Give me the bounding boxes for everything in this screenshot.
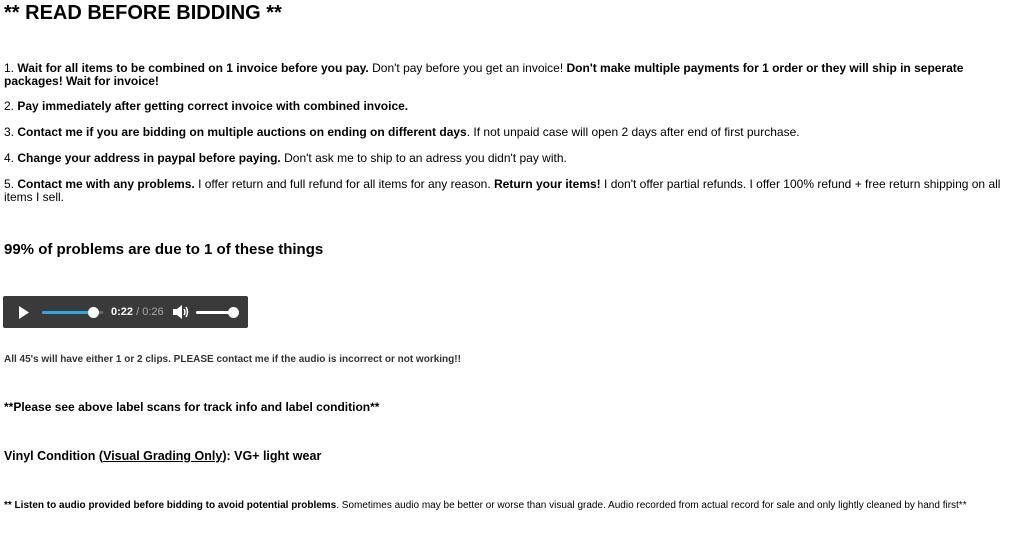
list-item (4, 62, 1014, 87)
vinyl-suffix: ): VG+ light wear (222, 449, 322, 463)
item-bold-text-2: Return your items! (494, 177, 601, 191)
seek-slider[interactable] (42, 311, 103, 314)
item-bold-text-2: Don't make multiple payments for 1 order or they will ship in seperate packages! Wait for invoice! (4, 61, 964, 88)
item-number: 3. (4, 125, 15, 139)
item-number: 4. (4, 151, 15, 165)
duration: 0:26 (142, 306, 164, 318)
volume-icon[interactable] (173, 305, 189, 319)
item-text: Don't ask me to ship to an adress you didn't pay with. (280, 151, 567, 165)
item-bold-text: Change your address in paypal before paying. (17, 151, 281, 165)
audio-note: All 45's will have either 1 or 2 clips. PLEASE contact me if the audio is incorrect or not working!! (4, 354, 461, 365)
seek-progress (42, 311, 94, 314)
item-bold-text: Contact me with any problems. (17, 177, 195, 191)
time-separator: / (133, 306, 143, 318)
list-item (4, 100, 1014, 113)
item-text-tail: I don't offer partial refunds. I offer 100% refund + free return shipping on all items I sell. (4, 177, 1001, 204)
item-text: . If not unpaid case will open 2 days after end of first purchase. (466, 125, 800, 139)
page-title: ** READ BEFORE BIDDING ** (4, 2, 282, 24)
volume-thumb[interactable] (228, 307, 239, 318)
play-icon[interactable] (18, 306, 30, 319)
current-time: 0:22 (111, 306, 134, 318)
item-bold-text: Contact me if you are bidding on multiple auctions on ending on different days (17, 125, 467, 139)
item-bold-text: Wait for all items to be combined on 1 invoice before you pay. (17, 61, 369, 75)
item-number: 1. (4, 61, 15, 75)
time-display (111, 306, 164, 318)
problems-heading: 99% of problems are due to 1 of these things (4, 241, 324, 258)
vinyl-prefix: Vinyl Condition ( (4, 449, 104, 463)
item-text: Don't pay before you get an invoice! (368, 61, 567, 75)
seek-thumb[interactable] (88, 307, 99, 318)
item-number: 2. (4, 99, 15, 113)
visual-grading-link[interactable]: Visual Grading Only (103, 449, 223, 463)
label-note: **Please see above label scans for track info and label condition** (4, 400, 380, 414)
list-item (4, 152, 1014, 165)
vinyl-condition (4, 449, 321, 463)
footer-note (4, 500, 967, 511)
list-item (4, 178, 1004, 203)
item-text: I offer return and full refund for all items for any reason. (194, 177, 494, 191)
item-number: 5. (4, 177, 15, 191)
volume-slider[interactable] (196, 311, 233, 314)
item-bold-text: Pay immediately after getting correct invoice with combined invoice. (17, 99, 409, 113)
footer-bold: ** Listen to audio provided before bidding to avoid potential problems (4, 500, 337, 511)
footer-text: . Sometimes audio may be better or worse than visual grade. Audio recorded from actual record for sale and only lightly cleaned by hand first** (336, 500, 967, 511)
list-item (4, 126, 1014, 139)
audio-player (3, 296, 248, 328)
